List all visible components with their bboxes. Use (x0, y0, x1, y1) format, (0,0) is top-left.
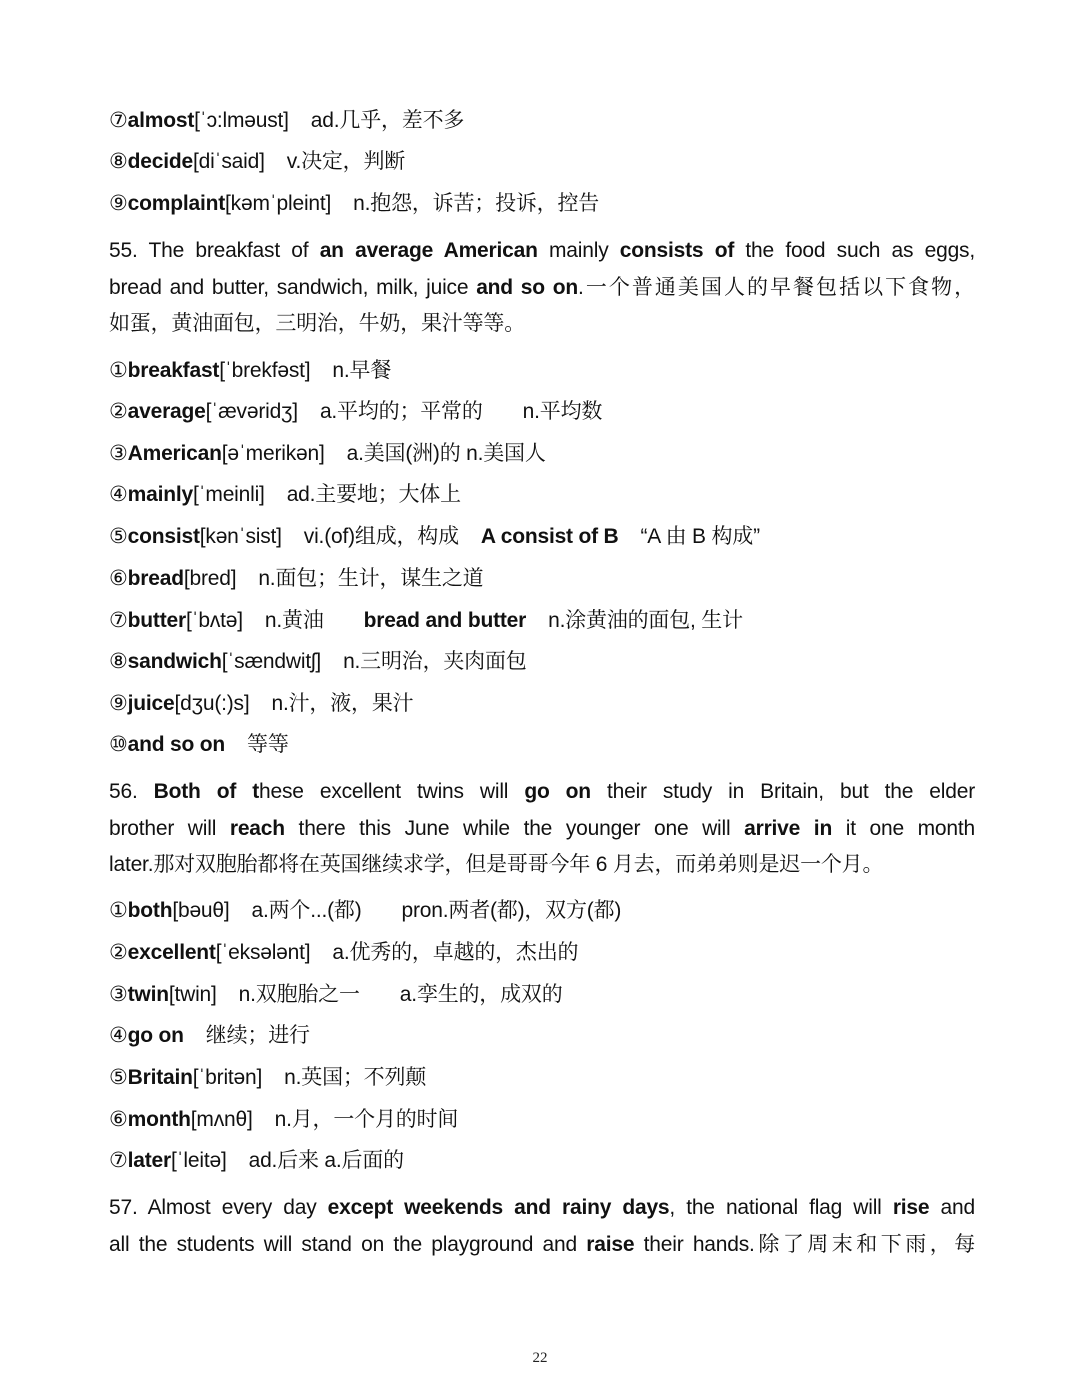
sentence-55 (109, 233, 975, 343)
vocab-meaning: a.优秀的，卓越的，杰出的 (332, 941, 579, 964)
vocab-word: and so on (127, 733, 226, 756)
vocab-meaning: n.月，一个月的时间 (274, 1108, 459, 1131)
vocab-meaning: n.汁，液，果汁 (271, 692, 414, 715)
vocab-word: decide (127, 150, 193, 173)
vocab-word: American (127, 442, 222, 465)
vocab-meaning: a.平均的；平常的 (319, 400, 483, 423)
vocab-item-mainly (109, 481, 461, 509)
vocab-phonetic: [kəmˈpleint] (225, 192, 332, 215)
vocab-phonetic: [ˈævəridʒ] (205, 400, 298, 423)
item-number: ⑨ (109, 192, 128, 215)
sentence-57 (109, 1190, 975, 1263)
vocab-meaning: ad.后来 a.后面的 (248, 1149, 404, 1172)
vocab-phonetic: [ˈbʌtə] (185, 609, 243, 632)
vocab-word: twin (127, 983, 169, 1006)
item-number: ⑦ (109, 609, 128, 632)
vocab-meaning: ad.主要地；大体上 (286, 483, 461, 506)
vocab-meaning: 等等 (247, 733, 289, 756)
text-run: their hands.除了周末和下雨，每 (634, 1232, 976, 1256)
vocab-item-sandwich (109, 648, 527, 676)
item-number: ⑦ (109, 109, 128, 132)
vocab-item-later (109, 1147, 404, 1175)
item-number: ③ (109, 983, 128, 1006)
vocab-word: almost (127, 109, 195, 132)
text-run: brother will (109, 816, 230, 840)
sentence-56 (109, 774, 975, 884)
sentence-line (109, 233, 975, 270)
vocab-word: consist (127, 525, 200, 548)
vocab-word: juice (127, 692, 175, 715)
vocab-phonetic: [ˈleitə] (171, 1149, 227, 1172)
vocab-word: complaint (127, 192, 226, 215)
vocab-meaning: v.决定，判断 (286, 150, 406, 173)
text-run: their study in Britain, but the elder (590, 780, 975, 803)
vocab-item-twin (109, 981, 563, 1009)
vocab-item-excellent (109, 939, 578, 967)
vocab-item-juice (109, 690, 413, 718)
vocab-phonetic: [twin] (168, 983, 217, 1006)
vocab-item-american (109, 440, 546, 468)
text-run: it one month (832, 816, 975, 840)
sentence-line (109, 1227, 975, 1264)
vocab-meaning: n.抱怨，诉苦；投诉，控告 (353, 192, 600, 215)
vocab-meaning: n.英国；不列颠 (284, 1066, 427, 1089)
key-phrase: raise (586, 1232, 635, 1256)
vocab-meaning: 继续；进行 (205, 1024, 310, 1047)
vocab-item-go-on (109, 1022, 310, 1050)
text-run: 55. The breakfast of (109, 239, 320, 262)
translation-text: 如蛋，黄油面包，三明治，牛奶，果汁等等。 (109, 312, 525, 335)
vocab-word: Britain (127, 1066, 193, 1089)
item-number: ⑧ (109, 150, 128, 173)
item-number: ⑨ (109, 692, 128, 715)
vocab-phonetic: [ˈɔ:lməust] (194, 109, 289, 132)
sentence-line (109, 270, 975, 307)
key-phrase: and so on (476, 275, 578, 299)
translation-text: later.那对双胞胎都将在英国继续求学，但是哥哥今年 6 月去，而弟弟则是迟一个月。 (109, 853, 884, 876)
sentence-line (109, 847, 975, 884)
vocab-phonetic: [ˈbrekfəst] (219, 359, 311, 382)
text-run: hese excellent twins will (259, 780, 525, 803)
vocab-phonetic: [dʒu(:)s] (174, 692, 250, 715)
text-run: bread and butter, sandwich, milk, juice (109, 275, 477, 299)
vocab-word: go on (127, 1024, 184, 1047)
vocab-phonetic: [ˈbritən] (192, 1066, 263, 1089)
key-phrase: reach (229, 816, 285, 840)
vocab-word: later (127, 1149, 171, 1172)
item-number: ⑤ (109, 1066, 128, 1089)
item-number: ② (109, 941, 128, 964)
item-number: ③ (109, 442, 128, 465)
item-number: ⑤ (109, 525, 128, 548)
vocab-word: breakfast (127, 359, 220, 382)
item-number: ① (109, 899, 128, 922)
vocab-phonetic: [mʌnθ] (190, 1108, 253, 1131)
vocab-phonetic: [ˈeksələnt] (215, 941, 311, 964)
vocab-phrase: bread and butter (363, 609, 527, 632)
sentence-line (109, 306, 975, 343)
vocab-word: excellent (127, 941, 216, 964)
item-number: ④ (109, 483, 128, 506)
text-run: 56. (109, 780, 154, 803)
text-run: and (929, 1196, 975, 1219)
item-number: ① (109, 359, 128, 382)
vocab-item-month (109, 1106, 458, 1134)
item-number: ④ (109, 1024, 128, 1047)
text-run: mainly (537, 239, 620, 262)
text-run: the food such as eggs, (734, 239, 975, 262)
vocab-phonetic: [bred] (183, 567, 237, 590)
vocab-word: bread (127, 567, 184, 590)
vocab-phrase-meaning: “A 由 B 构成” (640, 525, 760, 548)
vocab-item-consist (109, 523, 760, 551)
vocab-item-decide (109, 148, 405, 176)
vocab-word: average (127, 400, 206, 423)
key-phrase: except weekends and rainy days (327, 1196, 670, 1219)
vocab-item-complaint (109, 190, 599, 218)
vocab-phonetic: [bəuθ] (172, 899, 230, 922)
vocab-meaning-extra: n.平均数 (522, 400, 603, 423)
vocab-meaning: n.黄油 (264, 609, 324, 632)
key-phrase: arrive in (744, 816, 833, 840)
vocab-word: mainly (127, 483, 193, 506)
text-run: all the students will stand on the playground and (109, 1232, 587, 1256)
vocab-phonetic: [əˈmerikən] (221, 442, 325, 465)
vocab-item-average (109, 398, 602, 426)
vocab-meaning: vi.(of)组成，构成 (303, 525, 459, 548)
vocab-word: butter (127, 609, 186, 632)
vocab-phonetic: [ˈmeinli] (192, 483, 265, 506)
vocab-phonetic: [kənˈsist] (199, 525, 282, 548)
vocab-item-britain (109, 1064, 426, 1092)
vocab-word: sandwich (127, 650, 222, 673)
vocab-meaning: ad.几乎，差不多 (310, 109, 465, 132)
vocab-meaning: n.早餐 (332, 359, 392, 382)
vocab-phonetic: [ˈsændwitʃ] (221, 650, 322, 673)
page-number: 22 (532, 1350, 548, 1366)
key-phrase: an average American (319, 239, 538, 262)
vocab-item-and-so-on (109, 731, 289, 759)
translation-text: .一个普通美国人的早餐包括以下食物， (578, 275, 975, 299)
vocab-phonetic: [diˈsaid] (192, 150, 265, 173)
vocab-meaning: n.双胞胎之一 (238, 983, 360, 1006)
vocab-meaning-extra: a.孪生的，成双的 (399, 983, 563, 1006)
vocab-item-bread (109, 565, 483, 593)
key-phrase: consists of (619, 239, 735, 262)
sentence-line (109, 811, 975, 848)
vocab-phrase: A consist of B (480, 525, 619, 548)
vocab-item-both (109, 897, 621, 925)
vocab-word: month (127, 1108, 191, 1131)
key-phrase: rise (892, 1196, 930, 1219)
vocab-item-breakfast (109, 357, 391, 385)
vocab-phrase-meaning: n.涂黄油的面包, 生计 (548, 609, 743, 632)
vocab-meaning: n.三明治，夹肉面包 (343, 650, 527, 673)
item-number: ⑥ (109, 567, 128, 590)
vocab-item-almost (109, 107, 464, 135)
sentence-line (109, 774, 975, 811)
sentence-line (109, 1190, 975, 1227)
text-run: , the national flag will (669, 1196, 893, 1219)
item-number: ⑦ (109, 1149, 128, 1172)
item-number: ⑧ (109, 650, 128, 673)
vocab-meaning: a.两个...(都) (251, 899, 362, 922)
vocab-meaning: a.美国(洲)的 n.美国人 (346, 442, 546, 465)
vocab-meaning: n.面包；生计，谋生之道 (258, 567, 484, 590)
item-number: ⑥ (109, 1108, 128, 1131)
vocab-word: both (127, 899, 173, 922)
text-run: 57. Almost every day (109, 1196, 328, 1219)
item-number: ② (109, 400, 128, 423)
item-number: ⑩ (109, 733, 128, 756)
vocab-item-butter (109, 607, 743, 635)
key-phrase: Both of t (153, 780, 260, 803)
vocab-meaning-extra: pron.两者(都)，双方(都) (401, 899, 622, 922)
text-run: there this June while the younger one will (284, 816, 745, 840)
key-phrase: go on (524, 780, 591, 803)
